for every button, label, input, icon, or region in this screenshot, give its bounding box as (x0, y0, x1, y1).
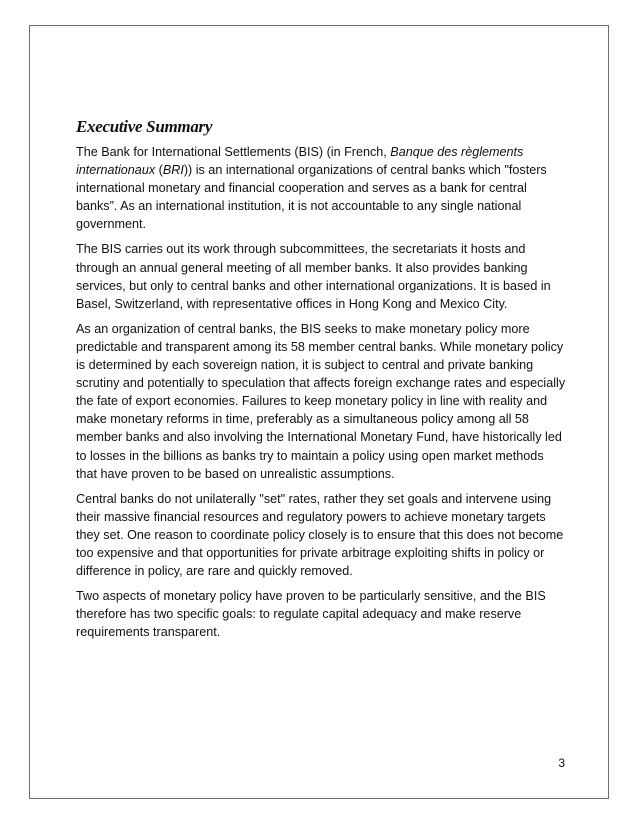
paragraph-3-text: As an organization of central banks, the BIS seeks to make monetary policy more predictable and transparent among its 58 member central banks. While monetary policy is determined by each sovereign nation, it is subject to central and private banking scrutiny and potentially to speculation that affects foreign exchange rates and especially the fate of export economies. Failures to keep monetary policy in line with reality and make monetary reforms in time, preferably as a simultaneous policy among all 58 member banks and also involving the International Monetary Fund, have historically led to losses in the billions as banks try to maintain a policy using open market methods that have proven to be based on unrealistic assumptions. (76, 321, 566, 481)
document-body (76, 117, 568, 648)
page-number: 3 (558, 756, 565, 770)
paragraph-1-text: )) is an international organizations of central banks which "fosters international monetary and financial cooperation and serves as a bank for central banks”. As an international institution, it is not accountable to any single national government. (76, 163, 547, 232)
paragraph-4 (76, 490, 568, 580)
paragraph-5 (76, 587, 568, 641)
paragraph-1-acronym: BRI (162, 163, 184, 178)
paragraph-1-french-name: Banque des règlements internationaux (76, 145, 524, 178)
paragraph-2 (76, 240, 568, 312)
paragraph-1-text: ( (155, 163, 163, 178)
section-heading: Executive Summary (76, 117, 213, 136)
paragraph-1 (76, 143, 568, 233)
paragraph-4-text: Central banks do not unilaterally "set" rates, rather they set goals and intervene using their massive financial resources and regulatory powers to achieve monetary targets they set. One reason to coordinate policy closely is to ensure that this does not become too expensive and that opportunities for private arbitrage exploiting shifts in policy or difference in policy, are rare and quickly removed. (76, 491, 564, 579)
paragraph-1-text: The Bank for International Settlements (BIS) (in French, (76, 145, 391, 159)
paragraph-2-text: The BIS carries out its work through subcommittees, the secretariats it hosts and through an annual general meeting of all member banks. It also provides banking services, but only to central banks and other international organizations. It is based in Basel, Switzerland, with representative offices in Hong Kong and Mexico City. (76, 242, 551, 311)
paragraph-5-text: Two aspects of monetary policy have proven to be particularly sensitive, and the BIS therefore has two specific goals: to regulate capital adequacy and make reserve requirements transparent. (76, 589, 546, 640)
paragraph-3 (76, 320, 568, 483)
